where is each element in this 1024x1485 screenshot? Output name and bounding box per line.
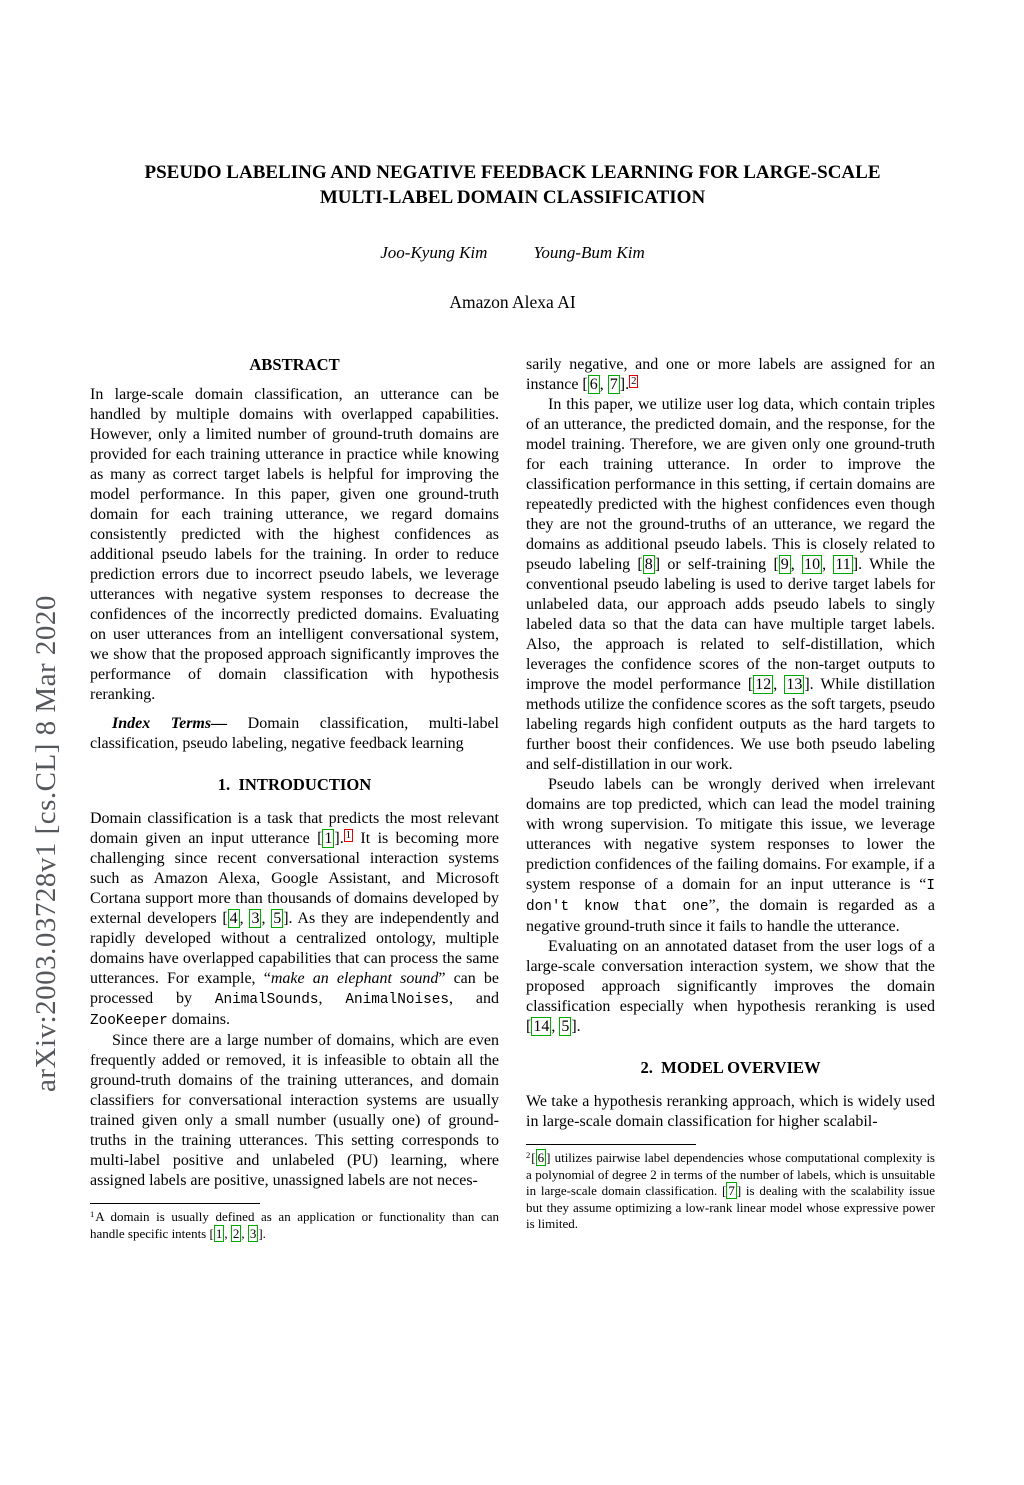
footnote-2: $^2$[ 6 ] utilizes pairwise label dependencies whose computational complexity is a polynomial of degree 2 in terms of the number of labels, which is unsuitable in large-scale domain classification. [ 7 ] is dealing with the scalability issue but they assume optimizing a low-rank linear model whose expressive power is limited. [526,1150,936,1232]
right-column [526,355,936,1232]
model-overview-heading: 2. MODEL OVERVIEW [640,1058,821,1078]
citation-link[interactable]: 14 [533,1018,550,1036]
citation-link[interactable]: 13 [786,676,803,694]
paper-title-line1: PSEUDO LABELING AND NEGATIVE FEEDBACK LEARNING FOR LARGE-SCALE [144,162,881,183]
right-paragraph-2: In this paper, we utilize user log data, which contain triples of an utterance, the predicted domain, and the response, for the model training. Therefore, we are given only one ground-truth for each training utterance. In order to improve the classification performance in this setting, if certain domains are repeatedly predicted with the highest confidences even though they are not the ground-truths of an utterance, we regard the domains as additional pseudo labels. This is closely related to pseudo labeling [ 8 ] or self-training [ 9 , 10 , 11 ]. While the conventional pseudo labeling is used to derive target labels for unlabeled data, our approach adds pseudo labels to singly labeled data so that the data can have multiple target labels. Also, the approach is related to self-distillation, which leverages the confidence scores of the non-target outputs to improve the model performance [ 12 , 13 ]. While distillation methods utilize the confidence scores as the soft targets, pseudo labeling regards high confident outputs as the hard targets to further boost their confidences. We use both pseudo labeling and self-distillation in our work. [526,396,936,774]
citation-link[interactable]: 11 [835,556,851,574]
footnote-number: 1 [90,1209,95,1220]
citation-link[interactable]: 1 [215,1225,223,1241]
left-footnote-block [90,1191,499,1242]
footnote-1: $^1$A domain is usually defined as an application or functionality than can handle specific intents [ 1 , 2 , 3 ]. [90,1209,499,1241]
citation-link[interactable]: 3 [251,910,260,928]
author-line [90,243,935,263]
right-paragraph-1: sarily negative, and one or more labels are assigned for an instance [ 6 , 7 ]. $^2$ [526,356,935,394]
paper-title [90,160,935,210]
index-terms-paragraph: Index Terms— Domain classification, multi-label classification, pseudo labeling, negative feedback learning [90,715,499,753]
footnote-number: 2 [526,1150,531,1161]
intro-paragraph-1: Domain classification is a task that predicts the most relevant domain given an input utterance [ 1 ]. $^1$ It is becoming more challenging since recent conversational interaction systems such as Amazon Alexa, Google Assistant, and Microsoft Cortana support more than thousands of domains developed by external developers [ 4 , 3 , 5 ]. As they are independently and rapidly developed without a centralized ontology, multiple domains have overlapped capabilities that can process the same utterances. For example, “make an elephant sound” can be processed by AnimalSounds, AnimalNoises, and ZooKeeper domains. [90,810,500,1030]
inline-code: AnimalSounds [214,992,319,1009]
abstract-paragraph: In large-scale domain classification, an utterance can be handled by multiple domains with overlapped capabilities. However, only a limited number of ground-truth domains are provided for each training utterance in practice while knowing as many as correct target labels is helpful for improving the model performance. In this paper, given one ground-truth domain for each training utterance, we regard domains consistently predicted with the highest confidences as additional pseudo labels for the training. In order to reduce prediction errors due to incorrect pseudo labels, we leverage utterances with negative system responses to decrease the confidences of the incorrectly predicted domains. Evaluating on user utterances from an intelligent conversational system, we show that the proposed approach significantly improves the performance of domain classification with hypothesis reranking. [90,386,499,704]
inline-code: I don't know that one [526,878,935,916]
citation-link[interactable]: 12 [755,676,772,694]
citation-link[interactable]: 5 [561,1018,570,1036]
bold-italic-label: Index Terms— [112,715,228,733]
italic-text: make an elephant sound [270,970,439,988]
citation-link[interactable]: 6 [589,376,598,394]
paper-page [0,160,1024,1485]
author-name-2: Young-Bum Kim [533,243,645,263]
model-paragraph-1: We take a hypothesis reranking approach, which is widely used in large-scale domain classification for higher scalabil- [526,1093,935,1131]
right-paragraph-4: Evaluating on an annotated dataset from the user logs of a large-scale conversation interaction system, we show that the proposed approach significantly improves the domain classification especially when hypothesis reranking is used [ 14 , 5 ]. [526,938,935,1036]
citation-link[interactable]: 2 [232,1225,240,1241]
footnote-rule [90,1203,260,1204]
arxiv-watermark: arXiv:2003.03728v1 [cs.CL] 8 Mar 2020 [30,595,62,1092]
right-paragraph-3: Pseudo labels can be wrongly derived when irrelevant domains are top predicted, which can lead the model training with wrong supervision. To mitigate this issue, we leverage utterances with negative system responses to lower the prediction confidences of the failing domains. For example, if a system response of a domain for an input utterance is “I don't know that one”, the domain is regarded as a negative ground-truth since it fails to handle the utterance. [526,776,935,936]
citation-link[interactable]: 7 [609,376,618,394]
abstract-heading: ABSTRACT [249,355,340,375]
citation-link[interactable]: 7 [728,1183,735,1199]
two-column-body [90,355,936,1241]
right-footnote-block [526,1132,935,1233]
citation-link[interactable]: 8 [644,556,653,574]
affiliation: Amazon Alexa AI [449,292,576,313]
paper-title-line2: MULTI-LABEL DOMAIN CLASSIFICATION [319,187,706,209]
citation-link[interactable]: 6 [537,1150,545,1166]
intro-paragraph-2: Since there are a large number of domains, which are even frequently added or removed, it is infeasible to obtain all the ground-truth domains of the training utterances, and domain classifiers for conversational interaction systems are usually trained given only a small number (usually one) of ground-truths in the training utterances. This setting corresponds to multi-label positive and unlabeled (PU) learning, where assigned labels are positive, unassigned labels are not neces- [90,1032,499,1190]
footnote-marker-link[interactable]: 1 [345,830,352,842]
footnote-rule [526,1144,696,1145]
citation-link[interactable]: 10 [804,556,821,574]
citation-link[interactable]: 9 [780,556,789,574]
citation-link[interactable]: 4 [229,910,238,928]
citation-link[interactable]: 5 [273,910,282,928]
introduction-heading: 1. INTRODUCTION [217,775,372,795]
footnote-marker-link[interactable]: 2 [631,376,637,388]
left-column [90,355,500,1241]
citation-link[interactable]: 3 [249,1225,257,1241]
inline-code: AnimalNoises [345,992,450,1009]
author-name-1: Joo-Kyung Kim [380,243,488,263]
citation-link[interactable]: 1 [324,830,333,848]
inline-code: ZooKeeper [90,1013,168,1030]
paper-content [0,160,1024,1241]
